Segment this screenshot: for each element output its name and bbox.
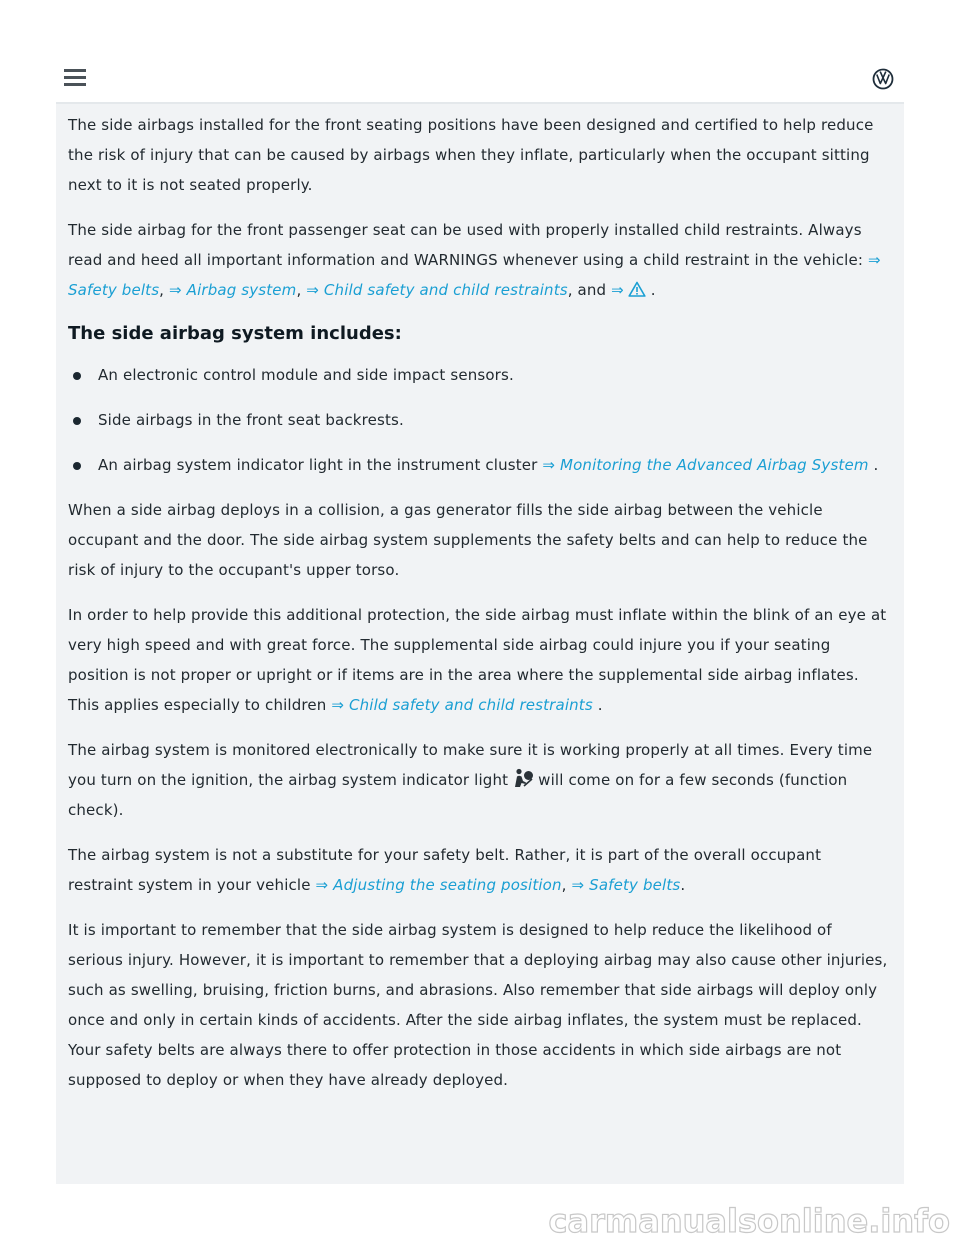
link-child-safety[interactable]: ⇒ Child safety and child restraints bbox=[306, 281, 568, 299]
link-warning[interactable]: ⇒ bbox=[611, 281, 646, 299]
list-item: Side airbags in the front seat backrests. bbox=[68, 405, 890, 435]
link-safety-belts[interactable]: ⇒ Safety belts bbox=[68, 251, 881, 299]
link-adjusting-seating[interactable]: ⇒ Adjusting the seating position bbox=[315, 876, 562, 894]
intro-paragraph: The side airbags installed for the front seating positions have been designed and certified to help reduce the risk of injury that can be caused by airbags when they inflate, particularly when the occupant sitting next to it is not seated properly. bbox=[68, 116, 874, 194]
list-item: An airbag system indicator light in the instrument cluster ⇒ Monitoring the Advanced Airbag System . bbox=[68, 450, 890, 480]
top-bar bbox=[56, 56, 904, 104]
section-heading: The side airbag system includes: bbox=[68, 323, 402, 344]
list-item: An electronic control module and side impact sensors. bbox=[68, 360, 890, 390]
airbag-indicator-icon bbox=[512, 767, 534, 789]
link-safety-belts[interactable]: ⇒ Safety belts bbox=[571, 876, 681, 894]
deployment-paragraph: When a side airbag deploys in a collision, a gas generator fills the side airbag between the vehicle occupant and the door. The side airbag system supplements the safety belts and can help to reduce the risk of injury to the occupant's upper torso. bbox=[68, 501, 868, 579]
manual-content bbox=[56, 104, 904, 1184]
link-airbag-system[interactable]: ⇒ Airbag system bbox=[169, 281, 297, 299]
protection-paragraph: In order to help provide this additional protection, the side airbag must inflate within the blink of an eye at very high speed and with great force. The supplemental side airbag could injure you if your seating position is not proper or upright or if items are in the area where the supplemental side airbag inflates. This applies especially to children ⇒ Child safety and child restraints . bbox=[68, 606, 887, 714]
watermark bbox=[0, 1200, 960, 1242]
restraint-system-paragraph: The airbag system is not a substitute for your safety belt. Rather, it is part of the overall occupant restraint system in your vehicle ⇒ Adjusting the seating position, ⇒ Safety belts. bbox=[68, 846, 822, 894]
link-monitoring-airbag[interactable]: ⇒ Monitoring the Advanced Airbag System bbox=[542, 456, 869, 474]
monitoring-paragraph: The airbag system is monitored electronically to make sure it is working properly at all times. Every time you turn on the ignition, the airbag system indicator light will come on for a few seconds (function check). bbox=[68, 741, 873, 819]
vw-logo-icon bbox=[872, 68, 894, 90]
child-restraint-paragraph: The side airbag for the front passenger seat can be used with properly installed child restraints. Always read and heed all important information and WARNINGS whenever using a child restraint in the vehicle: ⇒ Safety belts, ⇒ Airbag system, ⇒ Child safety and child restraints, and ⇒ . bbox=[68, 221, 881, 299]
watermark-text: carmanualsonline.info bbox=[548, 1202, 950, 1240]
hamburger-menu-icon[interactable] bbox=[64, 69, 86, 86]
link-child-safety[interactable]: ⇒ Child safety and child restraints bbox=[331, 696, 593, 714]
components-list bbox=[68, 360, 890, 480]
warning-triangle-icon bbox=[628, 281, 646, 297]
injury-paragraph: It is important to remember that the side airbag system is designed to help reduce the likelihood of serious injury. However, it is important to remember that a deploying airbag may also cause other injuries, such as swelling, bruising, friction burns, and abrasions. Also remember that side airbags will deploy only once and only in certain kinds of accidents. After the side airbag inflates, the system must be replaced. Your safety belts are always there to offer protection in those accidents in which side airbags are not supposed to deploy or when they have already deployed. bbox=[68, 921, 888, 1089]
